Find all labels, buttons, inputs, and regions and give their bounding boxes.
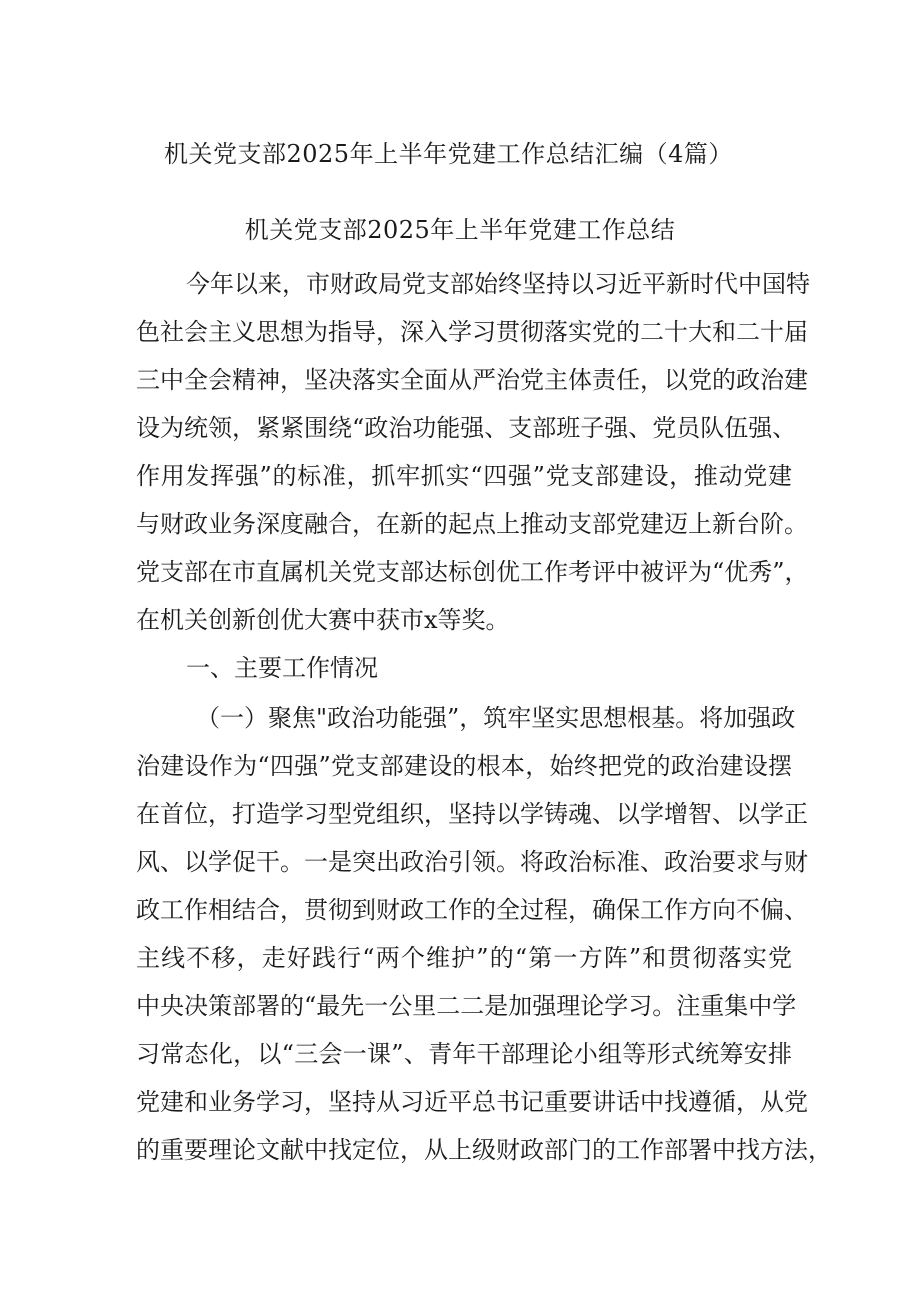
section-title: 机关党支部2025年上半年党建工作总结 (244, 216, 676, 244)
paragraph-line: 与财政业务深度融合，在新的起点上推动支部党建迈上新台阶。 (136, 510, 808, 538)
section-heading: 一、主要工作情况 (186, 654, 378, 682)
paragraph-line: 党支部在市直属机关党支部达标创优工作考评中被评为“优秀”， (136, 558, 809, 586)
paragraph-line: 在机关创新创优大赛中获市x等奖。 (136, 606, 510, 634)
paragraph-line: 中央决策部署的“最先一公里二二是加强理论学习。注重集中学 (136, 992, 797, 1020)
document-title: 机关党支部2025年上半年党建工作总结汇编（4篇） (164, 140, 733, 168)
paragraph-line: 今年以来，市财政局党支部始终坚持以习近平新时代中国特 (186, 270, 810, 298)
paragraph-line: 党建和业务学习，坚持从习近平总书记重要讲话中找遵循，从党 (136, 1088, 808, 1116)
paragraph-line: 作用发挥强”的标准，抓牢抓实“四强”党支部建设，推动党建 (136, 462, 792, 490)
paragraph-line: 色社会主义思想为指导，深入学习贯彻落实党的二十大和二十届 (136, 318, 808, 346)
paragraph-line: （一）聚焦"政治功能强”，筑牢坚实思想根基。将加强政 (196, 704, 796, 732)
paragraph-line: 的重要理论文献中找定位，从上级财政部门的工作部署中找方法， (136, 1136, 832, 1164)
paragraph-line: 设为统领，紧紧围绕“政治功能强、支部班子强、党员队伍强、 (136, 414, 797, 442)
paragraph-line: 治建设作为“四强”党支部建设的根本，始终把党的政治建设摆 (136, 752, 792, 780)
paragraph-line: 主线不移，走好践行“两个维护”的“第一方阵”和贯彻落实党 (136, 944, 792, 972)
paragraph-line: 政工作相结合，贯彻到财政工作的全过程，确保工作方向不偏、 (136, 896, 808, 924)
paragraph-line: 三中全会精神，坚决落实全面从严治党主体责任，以党的政治建 (136, 366, 808, 394)
paragraph-line: 风、以学促干。一是突出政治引领。将政治标准、政治要求与财 (136, 848, 808, 876)
paragraph-line: 在首位，打造学习型党组织，坚持以学铸魂、以学增智、以学正 (136, 800, 808, 828)
paragraph-line: 习常态化，以“三会一课”、青年干部理论小组等形式统筹安排 (136, 1040, 792, 1068)
